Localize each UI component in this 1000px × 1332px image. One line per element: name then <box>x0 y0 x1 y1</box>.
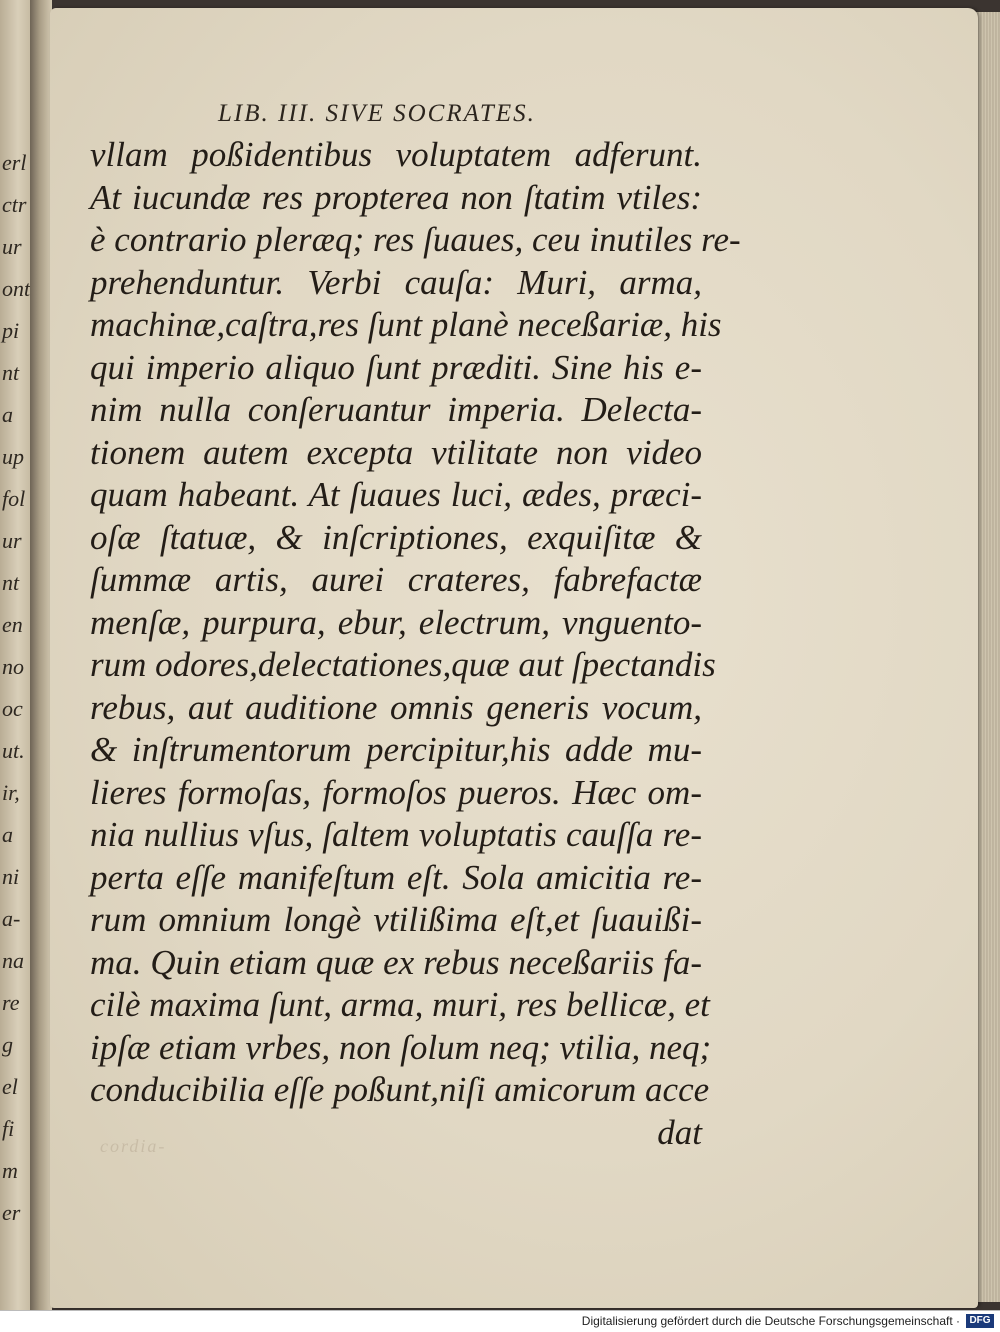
left-page-fragment: el <box>2 1074 18 1099</box>
left-page-fragment: ur <box>2 528 22 553</box>
text-line: tionem autem excepta vtilitate non video <box>90 432 702 472</box>
text-line: cilè maxima ſunt, arma, muri, res bellicæ, et <box>90 985 710 1024</box>
left-page-fragment: a <box>2 822 13 847</box>
left-page-fragment: oc <box>2 696 23 721</box>
text-line: rum odores,delectationes,quæ aut ſpectandis <box>90 645 716 684</box>
text-block <box>90 134 741 1154</box>
text-line: perta eſſe manifeſtum eſt. Sola amicitia re- <box>90 857 702 897</box>
left-page-fragment: pi <box>2 318 20 343</box>
left-page-fragment: a- <box>2 906 21 931</box>
running-head: LIB. III. SIVE SOCRATES. <box>218 100 536 127</box>
left-page-fragment: fol <box>2 486 26 511</box>
text-line: vllam poßidentibus voluptatem adferunt. <box>90 135 702 174</box>
text-line: nia nullius vſus, ſaltem voluptatis cauſſa re- <box>90 815 702 854</box>
page-stack-edge <box>975 12 1000 1302</box>
left-page-fragment: g <box>2 1032 13 1057</box>
left-page-fragment: ir, <box>2 780 20 805</box>
left-page-fragment: erl <box>2 150 27 175</box>
text-line: è contrario pleræq; res ſuaues, ceu inutiles re- <box>90 220 741 259</box>
text-line: ma. Quin etiam quæ ex rebus neceßariis fa- <box>90 942 702 982</box>
left-page-fragment: re <box>2 990 20 1015</box>
left-page-fragment: ni <box>2 864 20 889</box>
left-page-fragment: a <box>2 402 13 427</box>
text-line: rebus, aut auditione omnis generis vocum, <box>90 687 702 727</box>
text-line: nim nulla conſeruantur imperia. Delecta- <box>90 390 702 429</box>
text-line: quam habeant. At ſuaues luci, ædes, præci- <box>90 475 702 514</box>
text-line: prehenduntur. Verbi cauſa: Muri, arma, <box>90 262 702 302</box>
text-line: ipſæ etiam vrbes, non ſolum neq; vtilia, neq; <box>90 1027 712 1067</box>
text-line: rum omnium longè vtilißima eſt,et ſuauißi- <box>90 900 702 939</box>
left-page-fragment: ctr <box>2 192 27 217</box>
left-page-fragment: ut. <box>2 738 25 763</box>
left-page-fragment: no <box>2 654 24 679</box>
text-line: dat <box>657 1112 702 1152</box>
left-page-fragment: na <box>2 948 24 973</box>
text-line: ſummæ artis, aurei crateres, fabrefactæ <box>90 560 702 599</box>
book-gutter <box>30 0 52 1310</box>
digitization-footer <box>0 1310 1000 1332</box>
left-page-fragment: m <box>2 1158 18 1183</box>
text-line: oſæ ſtatuæ, & inſcriptiones, exquiſitæ & <box>90 517 702 557</box>
left-page-fragment: en <box>2 612 23 637</box>
left-page-fragment: ont <box>2 276 30 301</box>
text-line: menſæ, purpura, ebur, electrum, vnguento- <box>90 602 702 642</box>
text-line: machinæ,caſtra,res ſunt planè neceßariæ, his <box>90 305 722 344</box>
text-line: lieres formoſas, formoſos pueros. Hæc om- <box>90 772 702 812</box>
left-page-fragment: fi <box>2 1116 15 1141</box>
dfg-logo: DFG <box>966 1314 994 1328</box>
left-page-edge <box>0 0 30 1310</box>
text-line: At iucundæ res propterea non ſtatim vtiles: <box>90 177 702 217</box>
text-line: conducibilia eſſe poßunt,niſi amicorum acce <box>90 1070 710 1109</box>
left-page-fragment: er <box>2 1200 21 1225</box>
footer-credit: Digitalisierung gefördert durch die Deutsche Forschungsgemeinschaft · <box>581 1314 960 1328</box>
text-line: qui imperio aliquo ſunt præditi. Sine his e- <box>90 347 702 387</box>
faint-marginal-note: cordia- <box>100 1136 167 1156</box>
left-page-fragment: ur <box>2 234 22 259</box>
left-page-fragment: up <box>2 444 24 469</box>
left-page-fragment: nt <box>2 360 20 385</box>
left-page-fragment: nt <box>2 570 20 595</box>
text-line: & inſtrumentorum percipitur,his adde mu- <box>90 730 702 769</box>
